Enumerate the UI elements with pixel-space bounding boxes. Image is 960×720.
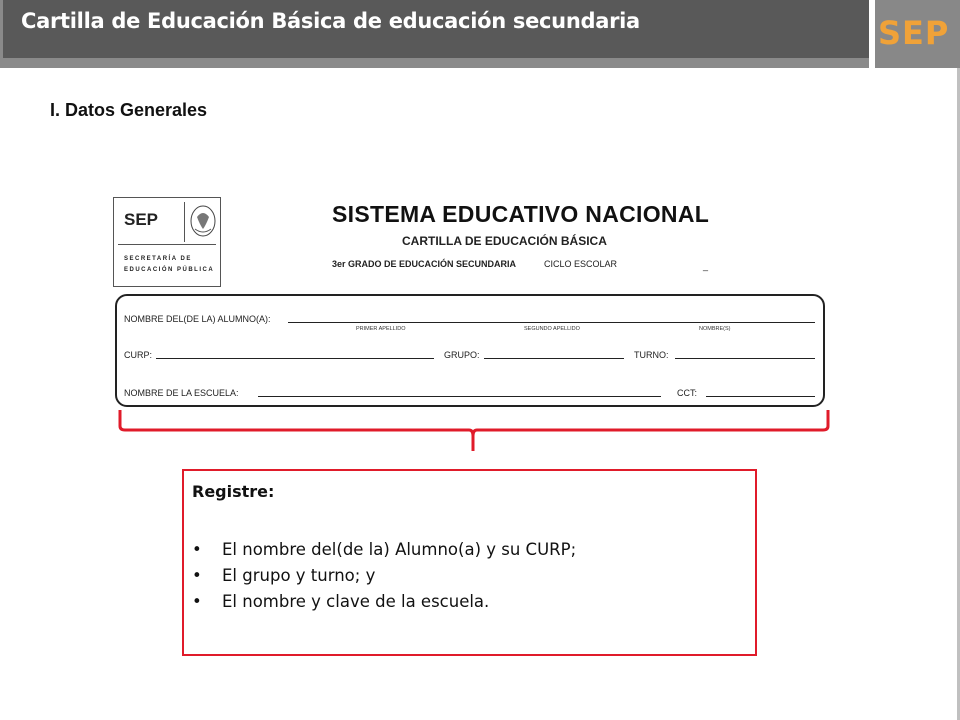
field-grupo-line <box>484 358 624 359</box>
eagle-seal-icon <box>189 203 217 239</box>
form-ciclo-line: _ <box>703 261 709 271</box>
list-item: • El nombre del(de la) Alumno(a) y su CURP; <box>192 537 576 563</box>
field-turno-label: TURNO: <box>634 350 669 360</box>
field-nombre-alumno-label: NOMBRE DEL(DE LA) ALUMNO(A): <box>124 314 271 324</box>
list-item: • El grupo y turno; y <box>192 563 576 589</box>
field-cct-label: CCT: <box>677 388 697 398</box>
registre-title: Registre: <box>192 482 275 501</box>
form-grado: 3er GRADO DE EDUCACIÓN SECUNDARIA <box>332 259 517 269</box>
field-turno-line <box>675 358 815 359</box>
brace-icon <box>115 408 835 453</box>
form-logo <box>113 197 221 287</box>
logo-divider-horizontal <box>118 244 216 245</box>
sep-logo: SEP <box>878 14 950 52</box>
section-title: I. Datos Generales <box>50 100 208 120</box>
form-ciclo: CICLO ESCOLAR <box>544 259 618 269</box>
form-logo-sep: SEP <box>124 210 159 229</box>
nombres-caption: NOMBRE(S) <box>699 326 731 332</box>
header-title: Cartilla de Educación Básica de educación secundaria <box>21 9 640 33</box>
registre-box <box>182 469 757 656</box>
segundo-apellido-caption: SEGUNDO APELLIDO <box>524 326 580 332</box>
header <box>0 0 960 68</box>
field-cct-line <box>706 396 815 397</box>
logo-divider-vertical <box>184 202 185 242</box>
field-escuela-line <box>258 396 661 397</box>
field-curp-line <box>156 358 434 359</box>
form-logo-line2: EDUCACIÓN PÚBLICA <box>124 267 215 273</box>
header-divider <box>0 58 869 68</box>
form-logo-line1: SECRETARÍA DE <box>124 256 192 262</box>
field-nombre-alumno-line <box>288 322 815 323</box>
form-title: SISTEMA EDUCATIVO NACIONAL <box>332 201 710 227</box>
registre-list <box>192 537 576 615</box>
field-grupo-label: GRUPO: <box>444 350 480 360</box>
field-curp-label: CURP: <box>124 350 153 360</box>
form-subtitle: CARTILLA DE EDUCACIÓN BÁSICA <box>402 234 607 248</box>
header-title-bar <box>3 0 869 58</box>
field-escuela-label: NOMBRE DE LA ESCUELA: <box>124 388 239 398</box>
list-item: • El nombre y clave de la escuela. <box>192 589 576 615</box>
primer-apellido-caption: PRIMER APELLIDO <box>356 326 406 332</box>
